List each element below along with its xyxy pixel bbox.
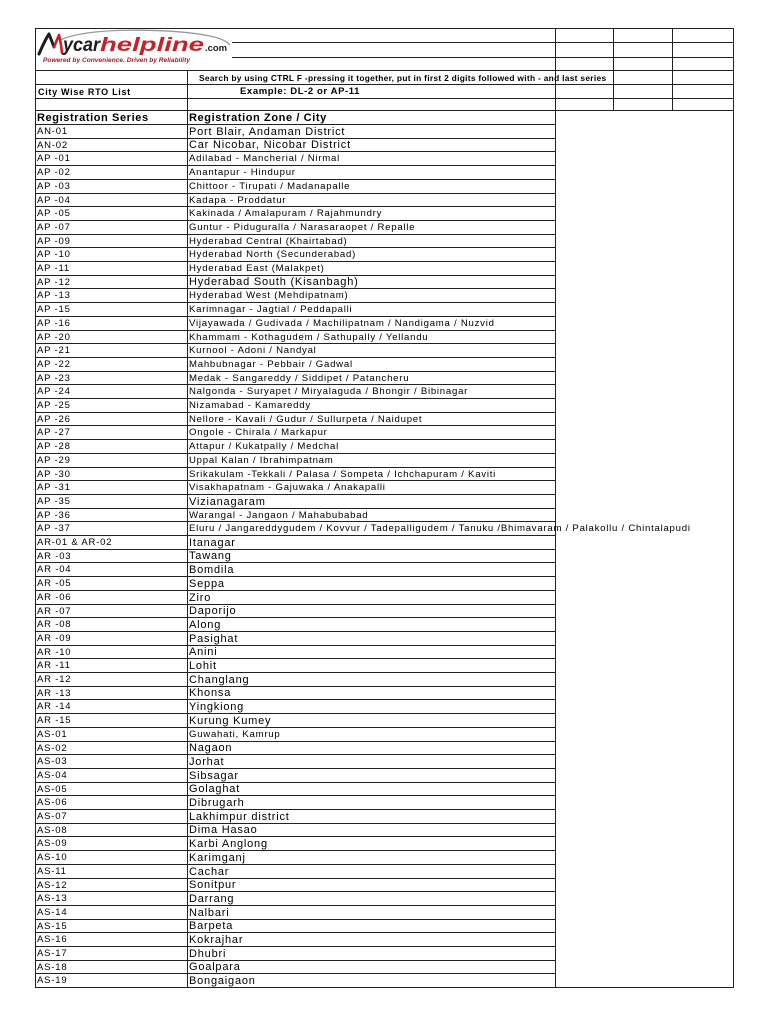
empty-cell	[556, 262, 734, 276]
table-row	[36, 372, 734, 385]
rto-list-sheet	[35, 28, 734, 988]
registration-zone-cell: Uppal Kalan / Ibrahimpatnam	[188, 454, 556, 468]
empty-cell	[614, 85, 673, 99]
registration-series-cell: AP -23	[36, 372, 188, 385]
registration-series-cell: AP -12	[36, 276, 188, 289]
registration-series-cell: AR -12	[36, 673, 188, 687]
table-row	[36, 468, 734, 481]
empty-cell	[556, 235, 734, 248]
registration-series-cell: AS-02	[36, 742, 188, 755]
empty-cell	[556, 426, 734, 440]
registration-zone-cell: Nizamabad - Kamareddy	[188, 399, 556, 413]
empty-cell	[673, 71, 734, 85]
table-row	[36, 495, 734, 509]
table-row	[36, 152, 734, 166]
registration-series-cell: AS-18	[36, 961, 188, 974]
empty-cell	[556, 920, 734, 933]
registration-series-cell: AP -36	[36, 509, 188, 522]
registration-zone-cell: Bongaigaon	[188, 974, 556, 988]
registration-zone-cell: Changlang	[188, 673, 556, 687]
empty-cell	[36, 71, 188, 85]
registration-zone-cell: Warangal - Jangaon / Mahabubabad	[188, 509, 556, 522]
empty-cell	[556, 180, 734, 194]
table-row	[36, 522, 734, 536]
empty-cell	[36, 99, 188, 111]
registration-zone-cell: Karbi Anglong	[188, 837, 556, 851]
empty-cell	[556, 618, 734, 632]
registration-zone-cell: Karimnagar - Jagtial / Peddapalli	[188, 303, 556, 317]
table-row	[36, 618, 734, 632]
registration-zone-cell: Car Nicobar, Nicobar District	[188, 139, 556, 152]
registration-series-cell: AS-15	[36, 920, 188, 933]
table-row	[36, 344, 734, 358]
registration-series-cell: AS-09	[36, 837, 188, 851]
empty-cell	[556, 550, 734, 563]
table-row	[36, 413, 734, 426]
registration-series-cell: AP -25	[36, 399, 188, 413]
empty-cell	[556, 783, 734, 796]
empty-cell	[556, 810, 734, 824]
logo-name-dark: ycar	[62, 35, 102, 56]
registration-series-cell: AR -07	[36, 605, 188, 618]
registration-series-cell: AP -28	[36, 440, 188, 454]
table-row	[36, 331, 734, 344]
registration-series-cell: AP -03	[36, 180, 188, 194]
registration-series-cell: AR -06	[36, 591, 188, 605]
table-row	[36, 317, 734, 331]
table-row	[36, 810, 734, 824]
empty-cell	[556, 399, 734, 413]
registration-zone-cell: Anantapur - Hindupur	[188, 166, 556, 180]
empty-cell	[556, 879, 734, 892]
registration-series-cell: AP -15	[36, 303, 188, 317]
table-row	[36, 577, 734, 591]
table-row	[36, 385, 734, 399]
empty-cell	[556, 659, 734, 673]
registration-series-cell: AS-05	[36, 783, 188, 796]
empty-cell	[556, 687, 734, 700]
registration-zone-cell: Khammam - Kothagudem / Sathupally / Yellandu	[188, 331, 556, 344]
empty-cell	[556, 974, 734, 988]
registration-zone-cell: Mahbubnagar - Pebbair / Gadwal	[188, 358, 556, 372]
empty-cell	[188, 99, 556, 111]
registration-zone-cell: Kurnool - Adoni / Nandyal	[188, 344, 556, 358]
registration-zone-cell: Hyderabad Central (Khairtabad)	[188, 235, 556, 248]
registration-zone-cell: Lakhimpur district	[188, 810, 556, 824]
registration-zone-cell: Tawang	[188, 550, 556, 563]
empty-cell	[556, 99, 614, 111]
empty-cell	[188, 43, 556, 58]
registration-series-cell: AP -04	[36, 194, 188, 207]
registration-zone-cell: Vizianagaram	[188, 495, 556, 509]
registration-series-cell: AN-02	[36, 139, 188, 152]
example-cell	[188, 85, 556, 99]
empty-cell	[556, 481, 734, 495]
empty-cell	[556, 577, 734, 591]
registration-series-cell: AP -22	[36, 358, 188, 372]
registration-series-cell: AS-19	[36, 974, 188, 988]
table-row	[36, 769, 734, 783]
empty-cell	[556, 29, 614, 43]
table-row	[36, 591, 734, 605]
table-row	[36, 687, 734, 700]
empty-cell	[556, 43, 614, 58]
registration-zone-cell: Vijayawada / Gudivada / Machilipatnam / Nandigama / Nuzvid	[188, 317, 556, 331]
empty-cell	[556, 166, 734, 180]
empty-cell	[556, 742, 734, 755]
registration-zone-cell: Kadapa - Proddatur	[188, 194, 556, 207]
registration-zone-cell: Pasighat	[188, 632, 556, 646]
registration-zone-cell: Ongole - Chirala / Markapur	[188, 426, 556, 440]
table-row	[36, 933, 734, 947]
table-row	[36, 974, 734, 988]
column-header-series: Registration Series	[36, 111, 188, 125]
empty-cell	[614, 29, 673, 43]
brand-logo	[36, 29, 232, 70]
table-row	[36, 125, 734, 139]
table-header-row	[36, 111, 734, 125]
empty-cell	[556, 440, 734, 454]
empty-cell	[556, 317, 734, 331]
registration-series-cell: AS-13	[36, 892, 188, 906]
empty-cell	[556, 591, 734, 605]
table-row	[36, 947, 734, 961]
table-row	[36, 454, 734, 468]
empty-cell	[614, 99, 673, 111]
empty-cell	[556, 769, 734, 783]
empty-cell	[556, 139, 734, 152]
empty-cell	[556, 344, 734, 358]
registration-zone-cell: Srikakulam -Tekkali / Palasa / Sompeta / Ichchapuram / Kaviti	[188, 468, 556, 481]
empty-cell	[556, 755, 734, 769]
logo-domain: .com	[205, 43, 227, 53]
table-row	[36, 714, 734, 728]
logo-name-red: helpline	[100, 35, 205, 56]
registration-series-cell: AP -21	[36, 344, 188, 358]
table-row	[36, 166, 734, 180]
logo-tagline: Powered by Convenience. Driven by Reliability	[43, 57, 191, 64]
registration-series-cell: AP -35	[36, 495, 188, 509]
list-title: City Wise RTO List	[38, 87, 131, 97]
empty-cell	[556, 700, 734, 714]
empty-cell	[556, 58, 614, 71]
registration-series-cell: AR -10	[36, 646, 188, 659]
table-row	[36, 194, 734, 207]
rto-table-body	[36, 125, 734, 988]
registration-series-cell: AP -11	[36, 262, 188, 276]
sheet-row-blank	[36, 99, 734, 111]
registration-zone-cell: Guwahati, Kamrup	[188, 728, 556, 742]
registration-zone-cell: Anini	[188, 646, 556, 659]
registration-zone-cell: Hyderabad East (Malakpet)	[188, 262, 556, 276]
registration-zone-cell: Dibrugarh	[188, 796, 556, 810]
empty-cell	[556, 207, 734, 221]
sheet-row-instructions	[36, 71, 734, 85]
empty-cell	[556, 865, 734, 879]
registration-zone-cell: Jorhat	[188, 755, 556, 769]
empty-cell	[556, 454, 734, 468]
registration-series-cell: AP -13	[36, 289, 188, 303]
empty-cell	[556, 824, 734, 837]
table-row	[36, 509, 734, 522]
registration-zone-cell: Daporijo	[188, 605, 556, 618]
registration-series-cell: AS-12	[36, 879, 188, 892]
registration-series-cell: AP -27	[36, 426, 188, 440]
registration-zone-cell: Visakhapatnam - Gajuwaka / Anakapalli	[188, 481, 556, 495]
registration-zone-cell: Eluru / Jangareddygudem / Kovvur / Tadepalligudem / Tanuku /Bhimavaram / Palakollu / Chintalapudi	[189, 523, 691, 534]
table-row	[36, 235, 734, 248]
registration-zone-cell: Sonitpur	[188, 879, 556, 892]
table-row	[36, 879, 734, 892]
empty-cell	[673, 99, 734, 111]
empty-cell	[614, 43, 673, 58]
registration-series-cell: AS-03	[36, 755, 188, 769]
brand-logo-graphic	[36, 29, 232, 70]
table-row	[36, 700, 734, 714]
empty-cell	[556, 358, 734, 372]
empty-cell	[556, 276, 734, 289]
registration-series-cell: AR -04	[36, 563, 188, 577]
table-row	[36, 755, 734, 769]
instructions-cell	[188, 71, 607, 85]
empty-cell	[556, 933, 734, 947]
empty-cell	[614, 58, 673, 71]
empty-cell	[556, 646, 734, 659]
empty-cell	[673, 85, 734, 99]
registration-series-cell: AS-06	[36, 796, 188, 810]
registration-series-cell: AP -02	[36, 166, 188, 180]
registration-series-cell: AS-11	[36, 865, 188, 879]
column-header-zone: Registration Zone / City	[188, 111, 556, 125]
registration-series-cell: AR -11	[36, 659, 188, 673]
table-row	[36, 358, 734, 372]
table-row	[36, 180, 734, 194]
registration-zone-cell: Dima Hasao	[188, 824, 556, 837]
registration-zone-cell: Khonsa	[188, 687, 556, 700]
registration-zone-cell: Sibsagar	[188, 769, 556, 783]
registration-series-cell: AP -20	[36, 331, 188, 344]
empty-cell	[556, 194, 734, 207]
empty-cell	[556, 413, 734, 426]
registration-zone-cell: Yingkiong	[188, 700, 556, 714]
table-row	[36, 207, 734, 221]
empty-cell	[673, 43, 734, 58]
empty-cell	[556, 125, 734, 139]
registration-zone-cell: Golaghat	[188, 783, 556, 796]
logo-monogram-red	[54, 35, 62, 53]
table-row	[36, 920, 734, 933]
registration-zone-cell: Seppa	[188, 577, 556, 591]
empty-cell	[556, 961, 734, 974]
registration-series-cell: AR -13	[36, 687, 188, 700]
registration-zone-cell: Kurung Kumey	[188, 714, 556, 728]
registration-zone-cell: Port Blair, Andaman District	[188, 125, 556, 139]
registration-series-cell: AS-08	[36, 824, 188, 837]
empty-cell	[556, 947, 734, 961]
registration-series-cell: AS-07	[36, 810, 188, 824]
registration-zone-cell: Karimganj	[188, 851, 556, 865]
table-row	[36, 646, 734, 659]
registration-series-cell: AP -16	[36, 317, 188, 331]
empty-cell	[556, 248, 734, 262]
registration-zone-cell: Nalbari	[188, 906, 556, 920]
empty-cell	[556, 673, 734, 687]
registration-series-cell: AS-17	[36, 947, 188, 961]
search-instructions: Search by using CTRL F -pressing it together, put in first 2 digits followed with - and last series	[199, 73, 607, 83]
registration-series-cell: AR -08	[36, 618, 188, 632]
table-row	[36, 837, 734, 851]
registration-zone-cell: Goalpara	[188, 961, 556, 974]
empty-cell	[556, 152, 734, 166]
registration-series-cell: AR -05	[36, 577, 188, 591]
registration-zone-cell: Nagaon	[188, 742, 556, 755]
table-row	[36, 563, 734, 577]
table-row	[36, 303, 734, 317]
registration-series-cell: AP -37	[36, 522, 188, 536]
registration-zone-cell: Chittoor - Tirupati / Madanapalle	[188, 180, 556, 194]
registration-zone-cell: Adilabad - Mancherial / Nirmal	[188, 152, 556, 166]
registration-series-cell: AR -03	[36, 550, 188, 563]
table-row	[36, 426, 734, 440]
registration-series-cell: AR-01 & AR-02	[36, 536, 188, 550]
table-row	[36, 742, 734, 755]
registration-series-cell: AS-01	[36, 728, 188, 742]
table-row	[36, 440, 734, 454]
empty-cell	[556, 331, 734, 344]
table-row	[36, 892, 734, 906]
table-row	[36, 851, 734, 865]
registration-series-cell: AP -05	[36, 207, 188, 221]
empty-cell	[556, 111, 734, 125]
registration-series-cell: AP -01	[36, 152, 188, 166]
empty-cell	[673, 58, 734, 71]
empty-cell	[556, 303, 734, 317]
empty-cell	[556, 714, 734, 728]
empty-cell	[556, 536, 734, 550]
table-row	[36, 289, 734, 303]
table-row	[36, 632, 734, 646]
empty-cell	[556, 892, 734, 906]
table-row	[36, 728, 734, 742]
list-title-cell	[36, 85, 188, 99]
registration-series-cell: AR -14	[36, 700, 188, 714]
empty-cell	[556, 85, 614, 99]
table-row	[36, 399, 734, 413]
registration-zone-cell: Kakinada / Amalapuram / Rajahmundry	[188, 207, 556, 221]
empty-cell	[556, 71, 614, 85]
table-row	[36, 605, 734, 618]
empty-cell	[556, 728, 734, 742]
table-row	[36, 262, 734, 276]
table-row	[36, 276, 734, 289]
table-row	[36, 481, 734, 495]
registration-series-cell: AS-14	[36, 906, 188, 920]
registration-zone-cell: Attapur / Kukatpally / Medchal	[188, 440, 556, 454]
table-row	[36, 824, 734, 837]
empty-cell	[556, 289, 734, 303]
registration-zone-cell: Bomdila	[188, 563, 556, 577]
empty-cell	[556, 468, 734, 481]
registration-zone-cell: Hyderabad West (Mehdipatnam)	[188, 289, 556, 303]
registration-zone-cell: Guntur - Piduguralla / Narasaraopet / Repalle	[188, 221, 556, 235]
registration-zone-cell: Ziro	[188, 591, 556, 605]
registration-series-cell: AP -26	[36, 413, 188, 426]
registration-series-cell: AS-16	[36, 933, 188, 947]
table-row	[36, 783, 734, 796]
registration-series-cell: AP -24	[36, 385, 188, 399]
table-row	[36, 139, 734, 152]
registration-zone-cell: Dhubri	[188, 947, 556, 961]
empty-cell	[188, 29, 556, 43]
registration-series-cell: AR -09	[36, 632, 188, 646]
registration-zone-cell: Barpeta	[188, 920, 556, 933]
registration-zone-cell: Nellore - Kavali / Gudur / Sullurpeta / Naidupet	[188, 413, 556, 426]
empty-cell	[556, 221, 734, 235]
empty-cell	[556, 906, 734, 920]
empty-cell	[556, 605, 734, 618]
empty-cell	[556, 385, 734, 399]
registration-series-cell: AS-04	[36, 769, 188, 783]
table-row	[36, 865, 734, 879]
sheet-row-title	[36, 85, 734, 99]
search-example: Example: DL-2 or AP-11	[240, 86, 361, 97]
table-row	[36, 659, 734, 673]
registration-zone-cell: Itanagar	[188, 536, 556, 550]
registration-zone-cell: Hyderabad North (Secunderabad)	[188, 248, 556, 262]
registration-series-cell: AP -07	[36, 221, 188, 235]
registration-zone-cell: Kokrajhar	[188, 933, 556, 947]
empty-cell	[556, 851, 734, 865]
table-row	[36, 221, 734, 235]
registration-zone-cell: Lohit	[188, 659, 556, 673]
empty-cell	[556, 495, 734, 509]
registration-zone-cell: Darrang	[188, 892, 556, 906]
registration-zone-cell: Hyderabad South (Kisanbagh)	[188, 276, 556, 289]
table-row	[36, 536, 734, 550]
table-row	[36, 796, 734, 810]
registration-series-cell: AR -15	[36, 714, 188, 728]
registration-zone-cell: Medak - Sangareddy / Siddipet / Patancheru	[188, 372, 556, 385]
empty-cell	[556, 632, 734, 646]
empty-cell	[556, 837, 734, 851]
logo-monogram-black	[39, 34, 54, 54]
registration-series-cell: AP -09	[36, 235, 188, 248]
registration-zone-cell: Along	[188, 618, 556, 632]
empty-cell	[614, 71, 673, 85]
table-row	[36, 961, 734, 974]
empty-cell	[556, 509, 734, 522]
registration-zone-cell: Cachar	[188, 865, 556, 879]
registration-zone-cell: Nalgonda - Suryapet / Miryalaguda / Bhongir / Bibinagar	[188, 385, 556, 399]
empty-cell	[556, 796, 734, 810]
empty-cell	[188, 58, 556, 71]
registration-series-cell: AP -30	[36, 468, 188, 481]
registration-series-cell: AN-01	[36, 125, 188, 139]
table-row	[36, 906, 734, 920]
empty-cell	[556, 522, 734, 536]
table-row	[36, 550, 734, 563]
empty-cell	[673, 29, 734, 43]
empty-cell	[556, 563, 734, 577]
registration-series-cell: AP -10	[36, 248, 188, 262]
table-row	[36, 248, 734, 262]
table-row	[36, 673, 734, 687]
empty-cell	[556, 372, 734, 385]
registration-series-cell: AP -31	[36, 481, 188, 495]
registration-series-cell: AP -29	[36, 454, 188, 468]
registration-series-cell: AS-10	[36, 851, 188, 865]
